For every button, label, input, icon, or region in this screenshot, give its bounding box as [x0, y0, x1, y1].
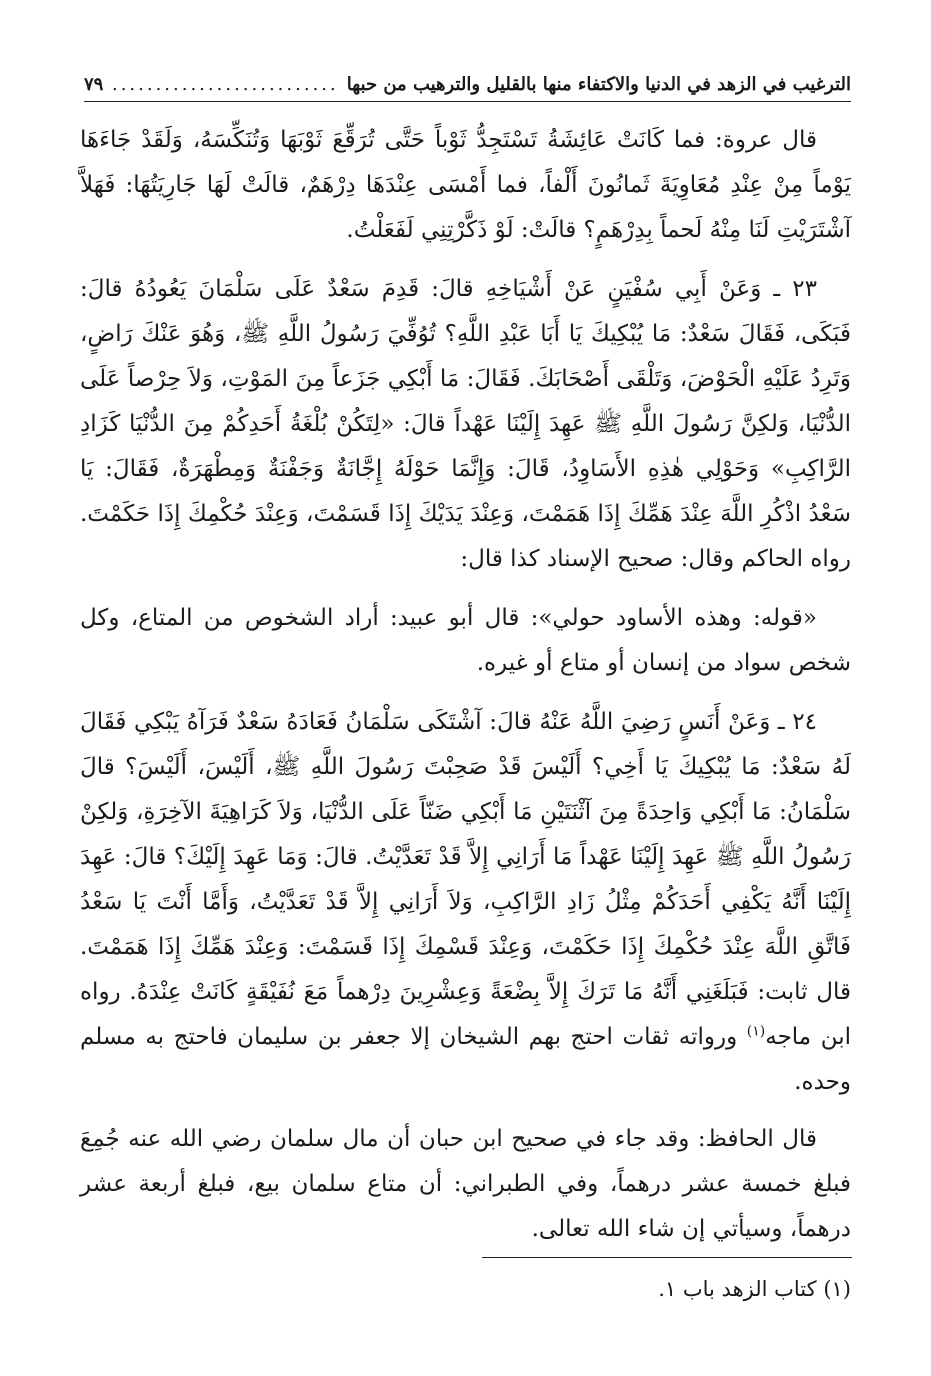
footnote: (١) كتاب الزهد باب ١. [658, 1277, 851, 1301]
paragraph-hafiz: قال الحافظ: وقد جاء في صحيح ابن حبان أن مال سلمان رضي الله عنه جُمِعَ فبلغ خمسة عشر درهماً، وفي الطبراني: أن متاع سلمان بيع، فبلغ أربعة عشر درهماً، وسيأتي إن شاء الله تعالى. [80, 1126, 851, 1242]
page-header [84, 62, 851, 102]
paragraph-commentary: «قوله: وهذه الأساود حولي»: قال أبو عبيد: أراد الشخوص من المتاع، وكل شخص سواد من إنسان أو متاع أو غيره. [80, 605, 851, 676]
paragraph-urwa: قال عروة: فما كَانَتْ عَائِشَةُ تَسْتَجِدُّ ثَوْباً حَتَّى تُرَقِّعَ ثَوْبَهَا وَتُنَكِّسَهُ، وَلَقَدْ جَاءَهَا يَوْماً مِنْ عِنْدِ مُعَاوِيَةَ ثَمانُونَ أَلْفاً، فما أَمْسَى عِنْدَهَا دِرْهَمٌ، قالَتْ لَهَا جَارِيَتُهَا: فَهَلاَّ آشْتَرَيْتِ لَنَا مِنْهُ لَحماً بِدِرْهَمٍ؟ قالَتْ: لَوْ ذَكَّرْتِنِي لَفَعَلْتُ. [80, 127, 851, 243]
running-title: الترغيب في الزهد في الدنيا والاكتفاء منها بالقليل والترهيب من حبها [346, 74, 851, 95]
hadith-24-grading: ورواته ثقات احتج بهم الشيخان إلا جعفر بن سليمان فاحتج به مسلم وحده. [80, 1024, 851, 1095]
paragraph-hadith-23: ٢٣ ـ وَعَنْ أَبِي سُفْيَنٍ عَنْ أَشْيَاخِهِ قالَ: قَدِمَ سَعْدٌ عَلَى سَلْمَانَ يَعُودُهُ قالَ: فَبَكَى، فَقَالَ سَعْدٌ: مَا يُبْكِيكَ يَا أَبَا عَبْدِ اللَّهِ؟ تُوُفِّيَ رَسُولُ اللَّهِ ﷺ، وَهُوَ عَنْكَ رَاضٍ، وَتَرِدُ عَلَيْهِ الْحَوْضَ، وَتَلْقَى أَصْحَابَكَ. فَقَالَ: مَا أَبْكِي جَزَعاً مِنَ المَوْتِ، وَلاَ حِرْصاً عَلَى الدُّنْيَا، وَلكِنَّ رَسُولَ اللَّهِ ﷺ عَهِدَ إِلَيْنَا عَهْداً قالَ: «لِتَكُنْ بُلْغَةُ أَحَدِكُمْ مِنَ الدُّنْيَا كَزَادِ الرَّاكِبِ» وَحَوْلِي هٰذِهِ الأَسَاوِدُ، قَالَ: وَإِنَّمَا حَوْلَهُ إِجَّانَةٌ وَجَفْنَةٌ وَمِطْهَرَةٌ، فَقَالَ: يَا سَعْدُ اذْكُرِ اللَّهَ عِنْدَ هَمِّكَ إِذَا هَمَمْتَ، وَعِنْدَ يَدَيْكَ إِذَا قَسَمْتَ، وَعِنْدَ حُكْمِكَ إِذَا حَكَمْتَ. رواه الحاكم وقال: صحيح الإسناد كذا قال: [80, 276, 851, 572]
main-text [80, 118, 851, 1266]
footnote-reference: (١) [746, 1023, 766, 1040]
page-number: ٧٩ [84, 74, 104, 95]
hadith-24-text: ٢٤ ـ وَعَنْ أَنَسٍ رَضِيَ اللَّهُ عَنْهُ قالَ: آشْتَكَى سَلْمَانُ فَعَادَهُ سَعْدٌ فَرَآهُ يَبْكِي فَقَالَ لَهُ سَعْدٌ: مَا يُبْكِيكَ يَا أَخِي؟ أَلَيْسَ قَدْ صَحِبْتَ رَسُولَ اللَّهِ ﷺ، أَلَيْسَ، أَلَيْسَ؟ قالَ سَلْمَانُ: مَا أَبْكِي وَاحِدَةً مِنَ آثْنَتَيْنِ مَا أَبْكِي ضَنّاً عَلَى الدُّنْيَا، وَلاَ كَرَاهِيَةَ الآخِرَةِ، وَلكِنْ رَسُولُ اللَّهِ ﷺ عَهِدَ إِلَيْنَا عَهْداً مَا أَرَانِي إِلاَّ قَدْ تَعَدَّيْتُ. قالَ: وَمَا عَهِدَ إِلَيْكَ؟ قالَ: عَهِدَ إِلَيْنَا أَنَّهُ يَكْفِي أَحَدَكُمْ مِثْلُ زَادِ الرَّاكِبِ، وَلاَ أَرَانِي إِلاَّ قَدْ تَعَدَّيْتُ، وَأَمَّا أَنْتَ يَا سَعْدُ فَاتَّقِ اللَّهَ عِنْدَ حُكْمِكَ إِذَا حَكَمْتَ، وَعِنْدَ قَسْمِكَ إِذَا قَسَمْتَ: وَعِنْدَ هَمِّكَ إِذَا هَمَمْتَ. قال ثابت: فَبَلَغَنِي أَنَّهُ مَا تَرَكَ إِلاَّ بِضْعَةً وَعِشْرِينَ دِرْهماً مَعَ نُفَيْقَةٍ كَانَتْ عِنْدَهُ. رواه ابن ماجه [80, 709, 851, 1050]
header-dots: .......................... [111, 74, 339, 95]
footnote-separator [482, 1257, 852, 1258]
paragraph-hadith-24 [80, 700, 851, 1105]
